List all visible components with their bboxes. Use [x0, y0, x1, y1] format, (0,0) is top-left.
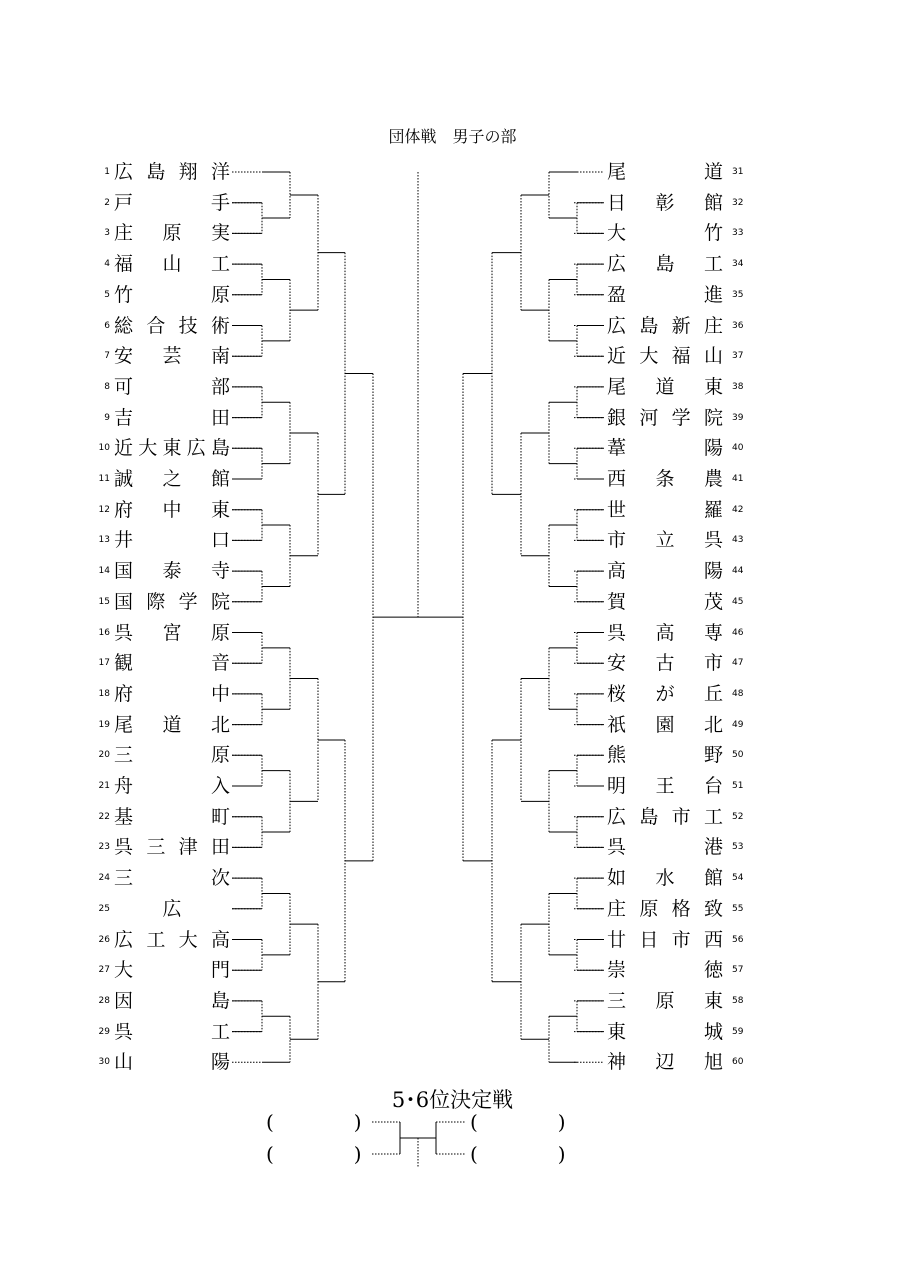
team-name: 桜 が 丘 — [607, 682, 724, 705]
team-number: 43 — [732, 535, 744, 546]
team-number: 18 — [98, 688, 110, 699]
playoff-title: 5･6位決定戦 — [391, 1088, 514, 1112]
team-name: 呉 工 — [114, 1020, 230, 1043]
team-number: 28 — [98, 995, 110, 1006]
playoff-slot-4: ( ) — [470, 1142, 566, 1166]
team-name: 安 古 市 — [607, 652, 724, 675]
team-number: 59 — [732, 1026, 744, 1037]
team-number: 57 — [732, 965, 744, 976]
team-number: 21 — [98, 781, 110, 791]
team-name: 尾 道 北 — [114, 713, 231, 736]
team-number: 55 — [732, 903, 744, 914]
playoff-slot-3: ( ) — [470, 1110, 566, 1134]
team-name: 国 泰 寺 — [114, 560, 231, 583]
team-name: 山 陽 — [114, 1051, 230, 1074]
team-name: 尾 道 東 — [607, 375, 724, 398]
team-name: 祇 園 北 — [607, 713, 724, 736]
team-number: 31 — [732, 167, 744, 177]
team-name: 広 — [162, 897, 182, 920]
team-name: 大 門 — [114, 959, 230, 982]
team-name: 三 原 — [114, 744, 230, 767]
team-number: 42 — [732, 504, 744, 515]
team-number: 29 — [98, 1026, 110, 1037]
team-name: 銀 河 学 院 — [607, 406, 723, 429]
team-number: 16 — [98, 627, 110, 638]
team-name: 舟 入 — [114, 775, 230, 797]
team-number: 37 — [732, 351, 744, 362]
team-number: 35 — [732, 289, 744, 300]
team-number: 10 — [98, 443, 110, 454]
team-number: 50 — [732, 750, 744, 761]
team-name: 世 羅 — [607, 498, 723, 521]
team-name: 因 島 — [114, 989, 230, 1012]
page-title: 団体戦 男子の部 — [388, 127, 517, 146]
team-name: 吉 田 — [114, 406, 230, 429]
team-number: 26 — [98, 934, 110, 945]
team-name: 廿 日 市 西 — [607, 928, 723, 951]
team-name: 東 城 — [607, 1020, 723, 1043]
team-number: 49 — [732, 719, 744, 730]
team-name: 竹 原 — [114, 283, 230, 306]
team-name: 賀 茂 — [607, 590, 723, 613]
team-number: 32 — [732, 197, 744, 208]
team-name: 府 中 — [114, 682, 230, 705]
team-name: 三 次 — [114, 867, 230, 890]
team-number: 11 — [98, 474, 110, 484]
team-name: 基 町 — [114, 805, 230, 828]
team-number: 48 — [732, 688, 744, 699]
team-name: 如 水 館 — [607, 867, 724, 890]
team-name: 呉 三 津 田 — [114, 836, 230, 859]
team-number: 39 — [732, 412, 744, 423]
team-name: 崇 徳 — [607, 959, 723, 982]
team-name: 呉 高 専 — [607, 621, 724, 644]
team-name: 大 竹 — [607, 222, 723, 245]
team-number: 44 — [732, 566, 744, 577]
team-name: 市 立 呉 — [607, 529, 724, 552]
team-number: 46 — [732, 627, 744, 638]
team-number: 4 — [104, 259, 110, 270]
team-name: 広 島 工 — [607, 253, 724, 276]
team-name: 広 島 翔 洋 — [114, 161, 230, 183]
team-name: 呉 港 — [607, 836, 723, 859]
team-number: 51 — [732, 781, 744, 791]
playoff-slot-1: ( ) — [266, 1110, 362, 1134]
team-name: 盈 進 — [607, 283, 723, 306]
team-number: 25 — [98, 903, 110, 914]
team-name: 観 音 — [114, 652, 230, 675]
team-number: 30 — [98, 1057, 110, 1068]
team-name: 三 原 東 — [607, 989, 724, 1012]
team-number: 58 — [732, 995, 744, 1006]
team-number: 54 — [732, 873, 744, 884]
team-number: 7 — [104, 351, 110, 362]
team-name: 井 口 — [114, 529, 230, 552]
team-number: 5 — [104, 289, 110, 300]
team-name: 高 陽 — [607, 560, 723, 583]
team-number: 9 — [104, 412, 110, 423]
team-number: 47 — [732, 658, 744, 669]
team-name: 庄 原 格 致 — [607, 897, 723, 920]
team-name: 戸 手 — [114, 191, 230, 214]
team-number: 15 — [98, 596, 110, 607]
team-name: 安 芸 南 — [114, 345, 231, 368]
team-number: 56 — [732, 934, 744, 945]
team-number: 12 — [98, 504, 110, 515]
team-number: 34 — [732, 259, 744, 270]
team-name: 誠 之 館 — [114, 468, 231, 490]
team-number: 38 — [732, 381, 744, 392]
team-number: 52 — [732, 811, 744, 822]
team-number: 17 — [98, 658, 110, 669]
team-name: 日 彰 館 — [607, 191, 724, 214]
team-name: 総 合 技 術 — [114, 314, 230, 337]
team-number: 19 — [98, 719, 110, 730]
team-number: 20 — [98, 750, 110, 761]
team-name: 近 大 福 山 — [607, 345, 723, 368]
team-name: 尾 道 — [607, 161, 723, 183]
team-number: 8 — [104, 381, 110, 392]
team-name: 広 島 新 庄 — [607, 314, 723, 337]
team-number: 60 — [732, 1057, 744, 1068]
team-number: 40 — [732, 443, 744, 454]
team-name: 国 際 学 院 — [114, 590, 230, 613]
team-name: 府 中 東 — [114, 498, 231, 521]
team-number: 13 — [98, 535, 110, 546]
playoff-slot-2: ( ) — [266, 1142, 362, 1166]
team-name: 神 辺 旭 — [607, 1051, 724, 1074]
team-name: 西 条 農 — [607, 468, 724, 490]
team-name: 葦 陽 — [607, 437, 723, 460]
team-number: 3 — [104, 228, 110, 239]
team-name: 庄 原 実 — [114, 222, 231, 245]
team-number: 1 — [104, 167, 110, 177]
team-number: 41 — [732, 474, 744, 484]
team-name: 広 島 市 工 — [607, 805, 723, 828]
team-number: 23 — [98, 842, 110, 853]
team-number: 22 — [98, 811, 110, 822]
team-number: 24 — [98, 873, 110, 884]
team-name: 熊 野 — [607, 744, 723, 767]
team-number: 14 — [98, 566, 110, 577]
team-number: 36 — [732, 320, 744, 331]
team-name: 可 部 — [114, 375, 230, 398]
team-name: 近 大 東 広 島 — [114, 437, 231, 460]
team-number: 2 — [104, 197, 110, 208]
team-number: 6 — [104, 320, 110, 331]
team-name: 福 山 工 — [114, 253, 231, 276]
team-name: 広 工 大 高 — [114, 928, 230, 951]
team-name: 呉 宮 原 — [114, 621, 231, 644]
team-name: 明 王 台 — [607, 775, 724, 797]
team-number: 53 — [732, 842, 744, 853]
team-number: 45 — [732, 596, 744, 607]
team-number: 33 — [732, 228, 744, 239]
team-number: 27 — [98, 965, 110, 976]
